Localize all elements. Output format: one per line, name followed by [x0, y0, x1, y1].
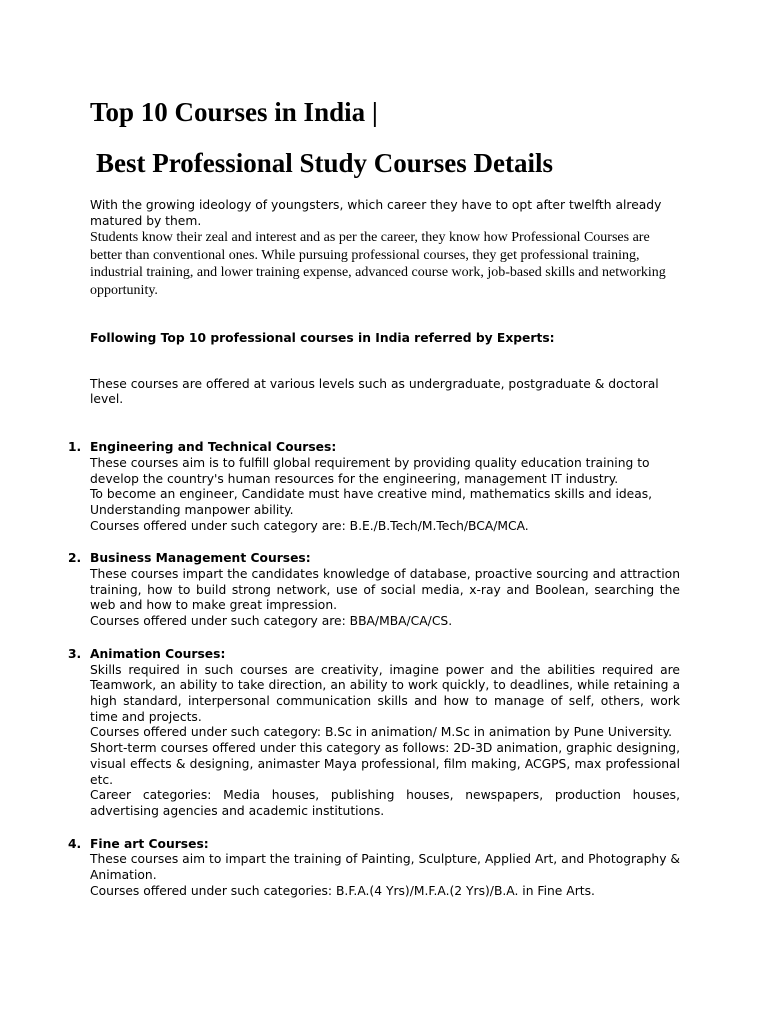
list-item-engineering	[68, 440, 680, 534]
list-item-fine-art	[68, 836, 680, 900]
page-title: Top 10 Courses in India |	[90, 97, 378, 127]
course-title: Animation Courses:	[90, 646, 226, 661]
course-paragraph: Courses offered under such categories: B.F.A.(4 Yrs)/M.F.A.(2 Yrs)/B.A. in Fine Arts.	[90, 883, 595, 898]
course-title: Fine art Courses:	[90, 836, 209, 851]
section-heading: Following Top 10 professional courses in India referred by Experts:	[90, 331, 555, 346]
list-number: 2.	[68, 551, 82, 566]
course-title: Engineering and Technical Courses:	[90, 440, 337, 455]
course-paragraph: Skills required in such courses are creativity, imagine power and the abilities required are Teamwork, an ability to take direction, an ability to work quickly, to deadlines, while retaining a high standard, interpersonal communication skills and how to manage of self, others, work time and projects.	[90, 662, 680, 724]
list-number: 3.	[68, 646, 82, 661]
course-paragraph: Courses offered under such category: B.Sc in animation/ M.Sc in animation by Pune University.	[90, 725, 673, 740]
document-page	[68, 92, 680, 916]
list-item-business	[68, 551, 680, 630]
list-number: 4.	[68, 836, 82, 851]
course-paragraph: Career categories: Media houses, publishing houses, newspapers, production houses, advertising agencies and academic institutions.	[90, 788, 680, 818]
course-paragraph: Courses offered under such category are: B.E./B.Tech/M.Tech/BCA/MCA.	[90, 518, 529, 533]
page-subtitle: Best Professional Study Courses Details	[96, 148, 554, 178]
list-number: 1.	[68, 440, 82, 455]
course-paragraph: To become an engineer, Candidate must have creative mind, mathematics skills and ideas, Understanding manpower ability.	[90, 487, 653, 517]
course-title: Business Management Courses:	[90, 551, 311, 566]
course-paragraph: Courses offered under such category are: BBA/MBA/CA/CS.	[90, 614, 453, 629]
course-paragraph: These courses aim is to fulfill global requirement by providing quality education training to develop the country's human resources for the engineering, management IT industry.	[90, 455, 650, 486]
course-paragraph: Short-term courses offered under this category as follows: 2D-3D animation, graphic designing, visual effects & designing, animaster Maya professional, film making, ACGPS, max professional etc.	[90, 741, 680, 787]
intro-paragraph: With the growing ideology of youngsters, which career they have to opt after twelfth already matured by them.	[90, 198, 662, 228]
course-paragraph: These courses aim to impart the training of Painting, Sculpture, Applied Art, and Photography & Animation.	[90, 852, 680, 883]
intro-body-paragraph: Students know their zeal and interest and as per the career, they know how Professional Courses are better than conventional ones. While pursuing professional courses, they get professional training, industrial training, and lower training expense, advanced course work, job-based skills and networking opportunity.	[90, 230, 666, 298]
course-paragraph: These courses impart the candidates knowledge of database, proactive sourcing and attraction training, how to build strong network, use of social media, x-ray and Boolean, searching the web and how to make great impression.	[90, 567, 680, 613]
levels-paragraph: These courses are offered at various levels such as undergraduate, postgraduate & doctoral level.	[90, 376, 659, 407]
course-list	[68, 440, 680, 899]
list-item-animation	[68, 646, 680, 820]
